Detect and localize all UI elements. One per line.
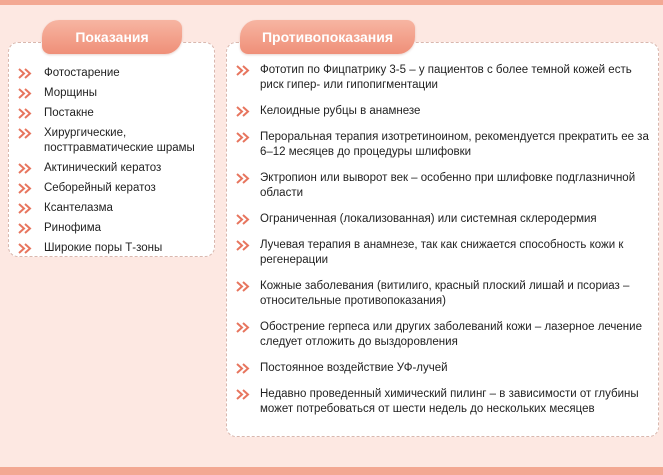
double-chevron-right-icon: [18, 163, 34, 174]
bottom-accent-bar: [0, 467, 663, 475]
double-chevron-right-icon: [236, 106, 252, 117]
list-item: [236, 171, 656, 201]
list-item: [236, 238, 656, 268]
list-item: [236, 387, 656, 417]
list-item-text: Хирургические, посттравматические шрамы: [44, 127, 195, 154]
list-item-text: Пероральная терапия изотретиноином, рекомендуется прекратить ее за 6–12 месяцев до процедуры шлифовки: [260, 131, 649, 158]
list-item-text: Фототип по Фицпатрику 3-5 – у пациентов с более темной кожей есть риск гипер- или гипопигментации: [260, 64, 632, 91]
list-item-text: Лучевая терапия в анамнезе, так как снижается способность кожи к регенерации: [260, 239, 624, 266]
list-item-text: Постакне: [44, 107, 94, 119]
double-chevron-right-icon: [18, 128, 34, 139]
list-item-text: Фотостарение: [44, 67, 120, 79]
double-chevron-right-icon: [236, 322, 252, 333]
contraindications-list: [236, 63, 656, 428]
list-item: [236, 361, 656, 376]
list-item: [18, 86, 213, 101]
list-item: [236, 104, 656, 119]
list-item: [18, 241, 213, 256]
indications-title: Показания: [42, 20, 182, 54]
list-item-text: Актинический кератоз: [44, 162, 162, 174]
list-item-text: Недавно проведенный химический пилинг – в зависимости от глубины может потребоваться от шести недель до нескольких месяцев: [260, 388, 639, 415]
list-item-text: Ограниченная (локализованная) или системная склеродермия: [260, 213, 597, 225]
contraindications-title: Противопоказания: [240, 20, 415, 54]
list-item: [236, 212, 656, 227]
double-chevron-right-icon: [236, 389, 252, 400]
double-chevron-right-icon: [18, 183, 34, 194]
list-item-text: Ринофима: [44, 222, 102, 234]
list-item-text: Морщины: [44, 87, 98, 99]
list-item: [18, 161, 213, 176]
double-chevron-right-icon: [18, 108, 34, 119]
list-item-text: Эктропион или выворот век – особенно при шлифовке подглазничной области: [260, 172, 636, 199]
list-item: [236, 320, 656, 350]
list-item-text: Постоянное воздействие УФ-лучей: [260, 362, 448, 374]
list-item-text: Ксантелазма: [44, 202, 113, 214]
double-chevron-right-icon: [236, 132, 252, 143]
list-item-text: Широкие поры Т-зоны: [44, 242, 163, 254]
double-chevron-right-icon: [236, 363, 252, 374]
double-chevron-right-icon: [236, 173, 252, 184]
double-chevron-right-icon: [236, 214, 252, 225]
double-chevron-right-icon: [236, 65, 252, 76]
list-item: [18, 66, 213, 81]
list-item: [18, 181, 213, 196]
double-chevron-right-icon: [18, 203, 34, 214]
list-item-text: Келоидные рубцы в анамнезе: [260, 105, 421, 117]
list-item: [236, 130, 656, 160]
indications-list: [18, 66, 213, 261]
top-accent-bar: [0, 0, 663, 5]
list-item: [18, 201, 213, 216]
list-item: [18, 126, 213, 156]
double-chevron-right-icon: [236, 240, 252, 251]
list-item-text: Обострение герпеса или других заболеваний кожи – лазерное лечение следует отложить до выздоровления: [260, 321, 642, 348]
list-item-text: Кожные заболевания (витилиго, красный плоский лишай и псориаз – относительные противопоказания): [260, 280, 630, 307]
double-chevron-right-icon: [236, 281, 252, 292]
double-chevron-right-icon: [18, 68, 34, 79]
list-item: [18, 221, 213, 236]
double-chevron-right-icon: [18, 88, 34, 99]
double-chevron-right-icon: [18, 223, 34, 234]
list-item-text: Себорейный кератоз: [44, 182, 156, 194]
double-chevron-right-icon: [18, 243, 34, 254]
list-item: [236, 63, 656, 93]
list-item: [18, 106, 213, 121]
list-item: [236, 279, 656, 309]
